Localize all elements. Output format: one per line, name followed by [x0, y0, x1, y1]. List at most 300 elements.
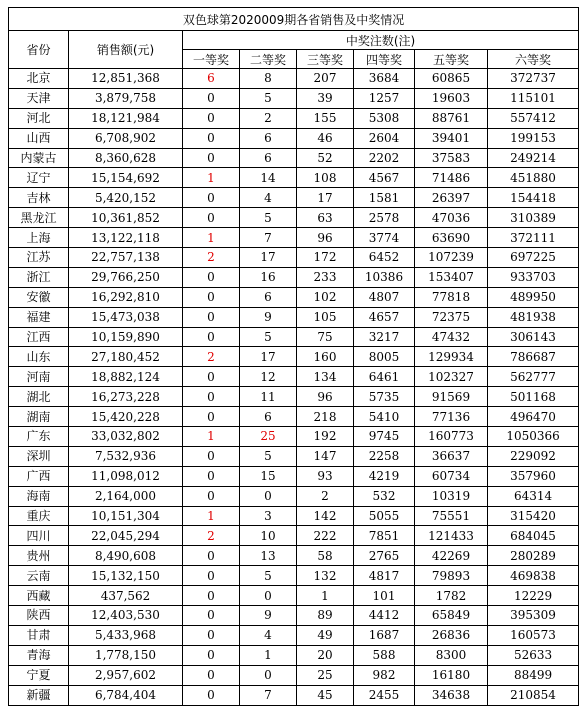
sales-cell: 2,164,000 — [69, 486, 183, 506]
sixth-prize-cell: 562777 — [488, 367, 579, 387]
second-prize-cell: 14 — [240, 168, 297, 188]
province-cell: 安徽 — [9, 287, 69, 307]
second-prize-cell: 10 — [240, 526, 297, 546]
province-cell: 江苏 — [9, 248, 69, 268]
province-cell: 四川 — [9, 526, 69, 546]
second-prize-cell: 17 — [240, 347, 297, 367]
sales-cell: 15,420,228 — [69, 407, 183, 427]
sixth-prize-cell: 372737 — [488, 69, 579, 89]
third-prize-cell: 108 — [297, 168, 354, 188]
sales-cell: 13,122,118 — [69, 228, 183, 248]
sixth-prize-cell: 786687 — [488, 347, 579, 367]
third-prize-cell: 142 — [297, 506, 354, 526]
province-cell: 湖南 — [9, 407, 69, 427]
fifth-prize-cell: 8300 — [415, 645, 488, 665]
province-cell: 福建 — [9, 307, 69, 327]
third-prize-cell: 207 — [297, 69, 354, 89]
province-cell: 吉林 — [9, 188, 69, 208]
table-title: 双色球第2020009期各省销售及中奖情况 — [9, 8, 579, 31]
sales-cell: 5,433,968 — [69, 625, 183, 645]
province-cell: 上海 — [9, 228, 69, 248]
sixth-prize-cell: 115101 — [488, 88, 579, 108]
third-prize-cell: 105 — [297, 307, 354, 327]
third-prize-cell: 96 — [297, 228, 354, 248]
first-prize-cell: 1 — [183, 168, 240, 188]
third-prize-cell: 89 — [297, 606, 354, 626]
table-row — [9, 367, 579, 387]
table-row — [9, 287, 579, 307]
table-row — [9, 407, 579, 427]
sixth-prize-cell: 64314 — [488, 486, 579, 506]
sales-cell: 10,361,852 — [69, 208, 183, 228]
fifth-prize-cell: 63690 — [415, 228, 488, 248]
first-prize-cell: 0 — [183, 327, 240, 347]
sixth-prize-cell: 210854 — [488, 685, 579, 705]
fourth-prize-cell: 982 — [354, 665, 415, 685]
fifth-prize-cell: 77136 — [415, 407, 488, 427]
province-cell: 西藏 — [9, 586, 69, 606]
fifth-prize-cell: 160773 — [415, 427, 488, 447]
first-prize-cell: 6 — [183, 69, 240, 89]
fourth-prize-cell: 4567 — [354, 168, 415, 188]
first-prize-cell: 0 — [183, 606, 240, 626]
third-prize-cell: 233 — [297, 267, 354, 287]
header-prize-3: 三等奖 — [297, 50, 354, 69]
table-row — [9, 208, 579, 228]
fifth-prize-cell: 75551 — [415, 506, 488, 526]
second-prize-cell: 12 — [240, 367, 297, 387]
table-row — [9, 108, 579, 128]
sales-cell: 3,879,758 — [69, 88, 183, 108]
province-cell: 河南 — [9, 367, 69, 387]
fifth-prize-cell: 42269 — [415, 546, 488, 566]
fourth-prize-cell: 3684 — [354, 69, 415, 89]
fourth-prize-cell: 9745 — [354, 427, 415, 447]
sixth-prize-cell: 481938 — [488, 307, 579, 327]
first-prize-cell: 0 — [183, 148, 240, 168]
province-cell: 深圳 — [9, 446, 69, 466]
fourth-prize-cell: 5308 — [354, 108, 415, 128]
second-prize-cell: 4 — [240, 188, 297, 208]
sixth-prize-cell: 229092 — [488, 446, 579, 466]
header-prize-2: 二等奖 — [240, 50, 297, 69]
sales-table — [8, 7, 579, 706]
second-prize-cell: 7 — [240, 228, 297, 248]
first-prize-cell: 0 — [183, 625, 240, 645]
third-prize-cell: 147 — [297, 446, 354, 466]
table-row — [9, 267, 579, 287]
fourth-prize-cell: 5735 — [354, 387, 415, 407]
fourth-prize-cell: 4412 — [354, 606, 415, 626]
province-cell: 新疆 — [9, 685, 69, 705]
second-prize-cell: 6 — [240, 287, 297, 307]
sixth-prize-cell: 489950 — [488, 287, 579, 307]
first-prize-cell: 0 — [183, 546, 240, 566]
table-row — [9, 606, 579, 626]
sales-cell: 10,159,890 — [69, 327, 183, 347]
third-prize-cell: 25 — [297, 665, 354, 685]
sales-cell: 2,957,602 — [69, 665, 183, 685]
header-prize-5: 五等奖 — [415, 50, 488, 69]
table-row — [9, 228, 579, 248]
fourth-prize-cell: 8005 — [354, 347, 415, 367]
sixth-prize-cell: 501168 — [488, 387, 579, 407]
table-row — [9, 566, 579, 586]
province-cell: 贵州 — [9, 546, 69, 566]
third-prize-cell: 46 — [297, 128, 354, 148]
sales-cell: 8,360,628 — [69, 148, 183, 168]
sales-cell: 22,045,294 — [69, 526, 183, 546]
second-prize-cell: 3 — [240, 506, 297, 526]
second-prize-cell: 11 — [240, 387, 297, 407]
table-title-row — [9, 8, 579, 31]
fourth-prize-cell: 2455 — [354, 685, 415, 705]
second-prize-cell: 5 — [240, 566, 297, 586]
sales-cell: 6,708,902 — [69, 128, 183, 148]
province-cell: 山西 — [9, 128, 69, 148]
table-row — [9, 347, 579, 367]
table-row — [9, 625, 579, 645]
header-province: 省份 — [9, 31, 69, 69]
sales-cell: 8,490,608 — [69, 546, 183, 566]
sales-cell: 27,180,452 — [69, 347, 183, 367]
province-cell: 山东 — [9, 347, 69, 367]
first-prize-cell: 0 — [183, 645, 240, 665]
second-prize-cell: 9 — [240, 307, 297, 327]
table-row — [9, 466, 579, 486]
sixth-prize-cell: 372111 — [488, 228, 579, 248]
first-prize-cell: 2 — [183, 526, 240, 546]
header-sales: 销售额(元) — [69, 31, 183, 69]
sales-cell: 12,403,530 — [69, 606, 183, 626]
table-row — [9, 586, 579, 606]
sixth-prize-cell: 12229 — [488, 586, 579, 606]
third-prize-cell: 2 — [297, 486, 354, 506]
first-prize-cell: 1 — [183, 228, 240, 248]
sales-cell: 16,273,228 — [69, 387, 183, 407]
province-cell: 甘肃 — [9, 625, 69, 645]
sales-cell: 15,473,038 — [69, 307, 183, 327]
table-row — [9, 69, 579, 89]
sales-cell: 6,784,404 — [69, 685, 183, 705]
second-prize-cell: 0 — [240, 586, 297, 606]
sales-cell: 11,098,012 — [69, 466, 183, 486]
province-cell: 内蒙古 — [9, 148, 69, 168]
province-cell: 海南 — [9, 486, 69, 506]
fourth-prize-cell: 4817 — [354, 566, 415, 586]
fourth-prize-cell: 6452 — [354, 248, 415, 268]
province-cell: 陕西 — [9, 606, 69, 626]
header-row — [9, 31, 579, 50]
third-prize-cell: 218 — [297, 407, 354, 427]
fourth-prize-cell: 2258 — [354, 446, 415, 466]
fourth-prize-cell: 4219 — [354, 466, 415, 486]
table-row — [9, 506, 579, 526]
second-prize-cell: 5 — [240, 446, 297, 466]
province-cell: 湖北 — [9, 387, 69, 407]
table-row — [9, 88, 579, 108]
fourth-prize-cell: 532 — [354, 486, 415, 506]
table-row — [9, 387, 579, 407]
fourth-prize-cell: 101 — [354, 586, 415, 606]
sixth-prize-cell: 280289 — [488, 546, 579, 566]
province-cell: 广东 — [9, 427, 69, 447]
fifth-prize-cell: 47432 — [415, 327, 488, 347]
sixth-prize-cell: 199153 — [488, 128, 579, 148]
province-cell: 青海 — [9, 645, 69, 665]
fifth-prize-cell: 36637 — [415, 446, 488, 466]
header-prize-1: 一等奖 — [183, 50, 240, 69]
fifth-prize-cell: 16180 — [415, 665, 488, 685]
first-prize-cell: 0 — [183, 287, 240, 307]
fourth-prize-cell: 5410 — [354, 407, 415, 427]
sixth-prize-cell: 357960 — [488, 466, 579, 486]
province-cell: 北京 — [9, 69, 69, 89]
sixth-prize-cell: 160573 — [488, 625, 579, 645]
table-row — [9, 486, 579, 506]
table-row — [9, 685, 579, 705]
third-prize-cell: 58 — [297, 546, 354, 566]
province-cell: 黑龙江 — [9, 208, 69, 228]
table-row — [9, 148, 579, 168]
third-prize-cell: 45 — [297, 685, 354, 705]
sixth-prize-cell: 697225 — [488, 248, 579, 268]
second-prize-cell: 25 — [240, 427, 297, 447]
province-cell: 云南 — [9, 566, 69, 586]
third-prize-cell: 132 — [297, 566, 354, 586]
fourth-prize-cell: 7851 — [354, 526, 415, 546]
fifth-prize-cell: 107239 — [415, 248, 488, 268]
table-row — [9, 665, 579, 685]
first-prize-cell: 0 — [183, 466, 240, 486]
first-prize-cell: 0 — [183, 307, 240, 327]
first-prize-cell: 1 — [183, 427, 240, 447]
fifth-prize-cell: 79893 — [415, 566, 488, 586]
third-prize-cell: 39 — [297, 88, 354, 108]
fifth-prize-cell: 88761 — [415, 108, 488, 128]
sales-report — [8, 7, 579, 706]
first-prize-cell: 0 — [183, 88, 240, 108]
first-prize-cell: 2 — [183, 248, 240, 268]
third-prize-cell: 63 — [297, 208, 354, 228]
header-prize-6: 六等奖 — [488, 50, 579, 69]
sales-cell: 29,766,250 — [69, 267, 183, 287]
first-prize-cell: 0 — [183, 108, 240, 128]
fourth-prize-cell: 3774 — [354, 228, 415, 248]
fourth-prize-cell: 2604 — [354, 128, 415, 148]
sixth-prize-cell: 395309 — [488, 606, 579, 626]
first-prize-cell: 0 — [183, 665, 240, 685]
fifth-prize-cell: 71486 — [415, 168, 488, 188]
sales-cell: 15,132,150 — [69, 566, 183, 586]
first-prize-cell: 2 — [183, 347, 240, 367]
first-prize-cell: 0 — [183, 586, 240, 606]
province-cell: 江西 — [9, 327, 69, 347]
sixth-prize-cell: 496470 — [488, 407, 579, 427]
fifth-prize-cell: 47036 — [415, 208, 488, 228]
fourth-prize-cell: 2765 — [354, 546, 415, 566]
second-prize-cell: 5 — [240, 327, 297, 347]
sales-cell: 7,532,936 — [69, 446, 183, 466]
first-prize-cell: 0 — [183, 685, 240, 705]
fifth-prize-cell: 19603 — [415, 88, 488, 108]
fifth-prize-cell: 60734 — [415, 466, 488, 486]
sixth-prize-cell: 557412 — [488, 108, 579, 128]
table-row — [9, 188, 579, 208]
fifth-prize-cell: 65849 — [415, 606, 488, 626]
fifth-prize-cell: 153407 — [415, 267, 488, 287]
sales-cell: 15,154,692 — [69, 168, 183, 188]
first-prize-cell: 0 — [183, 387, 240, 407]
first-prize-cell: 0 — [183, 267, 240, 287]
table-row — [9, 645, 579, 665]
province-cell: 天津 — [9, 88, 69, 108]
second-prize-cell: 2 — [240, 108, 297, 128]
first-prize-cell: 0 — [183, 566, 240, 586]
sixth-prize-cell: 469838 — [488, 566, 579, 586]
first-prize-cell: 1 — [183, 506, 240, 526]
sixth-prize-cell: 306143 — [488, 327, 579, 347]
sales-cell: 18,882,124 — [69, 367, 183, 387]
fourth-prize-cell: 6461 — [354, 367, 415, 387]
fourth-prize-cell: 2202 — [354, 148, 415, 168]
fifth-prize-cell: 72375 — [415, 307, 488, 327]
table-row — [9, 128, 579, 148]
first-prize-cell: 0 — [183, 367, 240, 387]
second-prize-cell: 6 — [240, 407, 297, 427]
table-row — [9, 446, 579, 466]
table-row — [9, 248, 579, 268]
sixth-prize-cell: 451880 — [488, 168, 579, 188]
third-prize-cell: 160 — [297, 347, 354, 367]
first-prize-cell: 0 — [183, 446, 240, 466]
fourth-prize-cell: 1257 — [354, 88, 415, 108]
third-prize-cell: 49 — [297, 625, 354, 645]
sales-cell: 437,562 — [69, 586, 183, 606]
header-winners-group: 中奖注数(注) — [183, 31, 579, 50]
fourth-prize-cell: 4807 — [354, 287, 415, 307]
fourth-prize-cell: 2578 — [354, 208, 415, 228]
province-cell: 重庆 — [9, 506, 69, 526]
sixth-prize-cell: 52633 — [488, 645, 579, 665]
third-prize-cell: 52 — [297, 148, 354, 168]
first-prize-cell: 0 — [183, 407, 240, 427]
second-prize-cell: 0 — [240, 486, 297, 506]
third-prize-cell: 93 — [297, 466, 354, 486]
table-row — [9, 427, 579, 447]
second-prize-cell: 7 — [240, 685, 297, 705]
table-row — [9, 546, 579, 566]
second-prize-cell: 8 — [240, 69, 297, 89]
second-prize-cell: 5 — [240, 88, 297, 108]
province-cell: 广西 — [9, 466, 69, 486]
third-prize-cell: 20 — [297, 645, 354, 665]
table-row — [9, 327, 579, 347]
table-row — [9, 307, 579, 327]
sales-cell: 12,851,368 — [69, 69, 183, 89]
sales-cell: 10,151,304 — [69, 506, 183, 526]
first-prize-cell: 0 — [183, 188, 240, 208]
fifth-prize-cell: 26397 — [415, 188, 488, 208]
third-prize-cell: 222 — [297, 526, 354, 546]
fifth-prize-cell: 60865 — [415, 69, 488, 89]
third-prize-cell: 1 — [297, 586, 354, 606]
province-cell: 辽宁 — [9, 168, 69, 188]
sales-cell: 1,778,150 — [69, 645, 183, 665]
sixth-prize-cell: 88499 — [488, 665, 579, 685]
fourth-prize-cell: 5055 — [354, 506, 415, 526]
header-prize-4: 四等奖 — [354, 50, 415, 69]
second-prize-cell: 9 — [240, 606, 297, 626]
third-prize-cell: 172 — [297, 248, 354, 268]
sixth-prize-cell: 684045 — [488, 526, 579, 546]
second-prize-cell: 1 — [240, 645, 297, 665]
fourth-prize-cell: 1687 — [354, 625, 415, 645]
second-prize-cell: 17 — [240, 248, 297, 268]
first-prize-cell: 0 — [183, 486, 240, 506]
second-prize-cell: 15 — [240, 466, 297, 486]
second-prize-cell: 16 — [240, 267, 297, 287]
second-prize-cell: 6 — [240, 128, 297, 148]
third-prize-cell: 75 — [297, 327, 354, 347]
second-prize-cell: 4 — [240, 625, 297, 645]
province-cell: 宁夏 — [9, 665, 69, 685]
fifth-prize-cell: 39401 — [415, 128, 488, 148]
fifth-prize-cell: 37583 — [415, 148, 488, 168]
second-prize-cell: 0 — [240, 665, 297, 685]
third-prize-cell: 96 — [297, 387, 354, 407]
sales-cell: 33,032,802 — [69, 427, 183, 447]
fourth-prize-cell: 4657 — [354, 307, 415, 327]
third-prize-cell: 134 — [297, 367, 354, 387]
table-row — [9, 168, 579, 188]
first-prize-cell: 0 — [183, 128, 240, 148]
sixth-prize-cell: 315420 — [488, 506, 579, 526]
table-body — [9, 69, 579, 706]
sixth-prize-cell: 154418 — [488, 188, 579, 208]
sales-cell: 22,757,138 — [69, 248, 183, 268]
fifth-prize-cell: 91569 — [415, 387, 488, 407]
fourth-prize-cell: 10386 — [354, 267, 415, 287]
third-prize-cell: 17 — [297, 188, 354, 208]
sales-cell: 5,420,152 — [69, 188, 183, 208]
fifth-prize-cell: 34638 — [415, 685, 488, 705]
third-prize-cell: 102 — [297, 287, 354, 307]
sixth-prize-cell: 249214 — [488, 148, 579, 168]
first-prize-cell: 0 — [183, 208, 240, 228]
fifth-prize-cell: 121433 — [415, 526, 488, 546]
fifth-prize-cell: 10319 — [415, 486, 488, 506]
fifth-prize-cell: 77818 — [415, 287, 488, 307]
fifth-prize-cell: 26836 — [415, 625, 488, 645]
fifth-prize-cell: 102327 — [415, 367, 488, 387]
fifth-prize-cell: 129934 — [415, 347, 488, 367]
fifth-prize-cell: 1782 — [415, 586, 488, 606]
province-cell: 河北 — [9, 108, 69, 128]
sixth-prize-cell: 933703 — [488, 267, 579, 287]
sales-cell: 16,292,810 — [69, 287, 183, 307]
fourth-prize-cell: 3217 — [354, 327, 415, 347]
second-prize-cell: 5 — [240, 208, 297, 228]
third-prize-cell: 155 — [297, 108, 354, 128]
second-prize-cell: 6 — [240, 148, 297, 168]
province-cell: 浙江 — [9, 267, 69, 287]
fourth-prize-cell: 1581 — [354, 188, 415, 208]
second-prize-cell: 13 — [240, 546, 297, 566]
sixth-prize-cell: 310389 — [488, 208, 579, 228]
fourth-prize-cell: 588 — [354, 645, 415, 665]
third-prize-cell: 192 — [297, 427, 354, 447]
